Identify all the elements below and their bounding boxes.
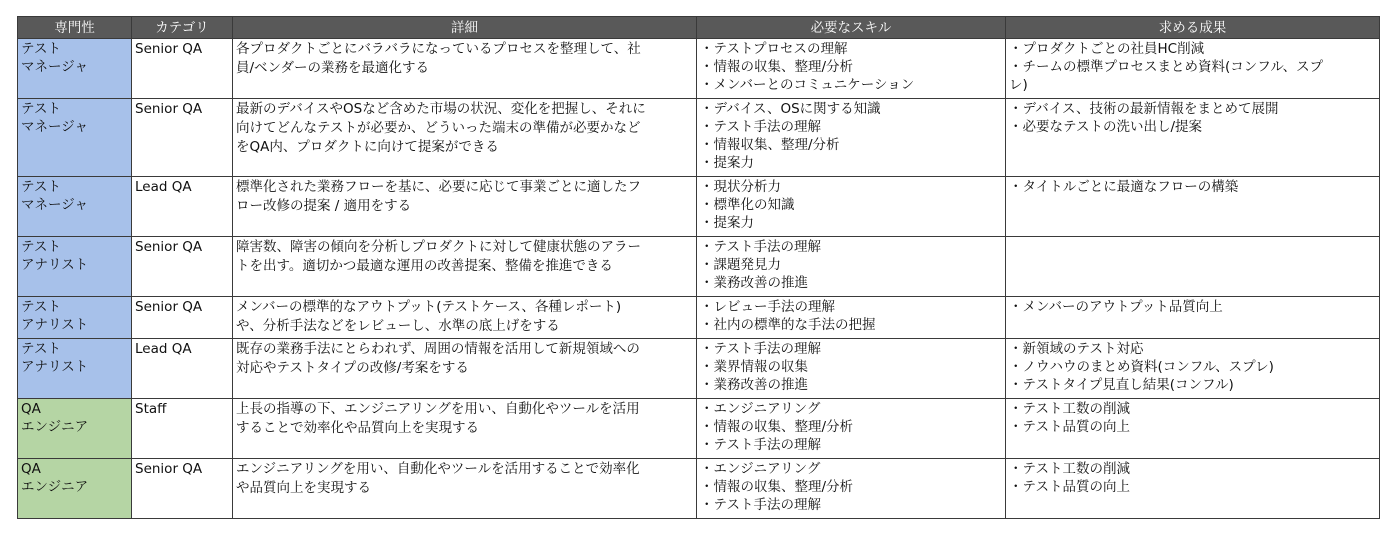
detail-cell-line: 上長の指導の下、エンジニアリングを用い、自動化やツールを活用	[236, 401, 640, 417]
skills-cell	[697, 99, 1006, 177]
header-category: カテゴリ	[132, 17, 233, 39]
specialty-cell-line: マネージャ	[21, 59, 88, 75]
detail-cell-line: トを出す。適切かつ最適な運用の改善提案、整備を推進できる	[236, 258, 613, 274]
detail-cell-line: 向けてどんなテストが必要か、どういった端末の準備が必要かなど	[236, 120, 641, 136]
specialty-cell-line: アナリスト	[21, 317, 89, 333]
detail-cell-line: 員/ベンダーの業務を最適化する	[236, 60, 430, 76]
skills-cell-line: ・標準化の知識	[700, 197, 795, 213]
role-skills-table	[17, 16, 1380, 519]
header-specialty: 専門性	[18, 17, 132, 39]
detail-cell-line: 各プロダクトごとにバラバラになっているプロセスを整理して、社	[236, 41, 641, 57]
skills-cell	[697, 459, 1006, 519]
header-expected-outcomes: 求める成果	[1006, 17, 1380, 39]
outcomes-cell	[1006, 297, 1380, 339]
skills-cell	[697, 237, 1006, 297]
specialty-cell-line: テスト	[21, 299, 61, 315]
skills-cell-line: ・エンジニアリング	[700, 401, 821, 417]
detail-cell	[233, 237, 697, 297]
specialty-cell-line: QA	[21, 461, 41, 477]
table-row	[18, 459, 1380, 519]
category-cell: Senior QA	[132, 237, 233, 297]
specialty-cell-line: アナリスト	[21, 359, 89, 375]
skills-cell-line: ・提案力	[700, 155, 754, 171]
specialty-cell-line: マネージャ	[21, 119, 88, 135]
skills-cell-line: ・テストプロセスの理解	[700, 41, 848, 57]
detail-cell	[233, 39, 697, 99]
table-row	[18, 99, 1380, 177]
skills-cell-line: ・現状分析力	[700, 179, 781, 195]
specialty-cell-line: エンジニア	[21, 419, 89, 435]
specialty-cell-line: テスト	[21, 101, 61, 117]
detail-cell	[233, 99, 697, 177]
specialty-cell-line: テスト	[21, 341, 61, 357]
category-cell: Senior QA	[132, 39, 233, 99]
table-row	[18, 399, 1380, 459]
specialty-cell-line: テスト	[21, 179, 61, 195]
outcomes-cell-line: ・新領域のテスト対応	[1009, 341, 1144, 357]
table-row	[18, 39, 1380, 99]
detail-cell-line: 標準化された業務フローを基に、必要に応じて事業ごとに適したフ	[236, 179, 641, 195]
detail-cell-line: することで効率化や品質向上を実現する	[236, 420, 479, 436]
outcomes-cell	[1006, 459, 1380, 519]
outcomes-cell-line: ・メンバーのアウトプット品質向上	[1009, 299, 1223, 315]
specialty-cell	[18, 399, 132, 459]
detail-cell-line: エンジニアリングを用い、自動化やツールを活用することで効率化	[236, 461, 640, 477]
specialty-cell	[18, 297, 132, 339]
category-cell: Senior QA	[132, 297, 233, 339]
skills-cell	[697, 39, 1006, 99]
outcomes-cell-line: ・テスト品質の向上	[1009, 479, 1130, 495]
outcomes-cell-line: ・ノウハウのまとめ資料(コンフル、スプレ)	[1009, 359, 1274, 375]
specialty-cell	[18, 177, 132, 237]
skills-cell	[697, 399, 1006, 459]
skills-cell-line: ・情報の収集、整理/分析	[700, 479, 854, 495]
skills-cell-line: ・社内の標準的な手法の把握	[700, 317, 876, 333]
skills-cell-line: ・情報の収集、整理/分析	[700, 419, 854, 435]
skills-cell	[697, 339, 1006, 399]
specialty-cell	[18, 237, 132, 297]
detail-cell	[233, 399, 697, 459]
specialty-cell	[18, 99, 132, 177]
category-cell: Lead QA	[132, 339, 233, 399]
detail-cell	[233, 297, 697, 339]
table-row	[18, 177, 1380, 237]
outcomes-cell	[1006, 339, 1380, 399]
detail-cell-line: や、分析手法などをレビューし、水準の底上げをする	[236, 318, 560, 334]
outcomes-cell	[1006, 99, 1380, 177]
table-row	[18, 237, 1380, 297]
specialty-cell-line: テスト	[21, 41, 61, 57]
skills-cell-line: ・提案力	[700, 215, 754, 231]
specialty-cell-line: QA	[21, 401, 41, 417]
skills-cell-line: ・課題発見力	[700, 257, 781, 273]
specialty-cell-line: テスト	[21, 239, 61, 255]
outcomes-cell	[1006, 399, 1380, 459]
specialty-cell	[18, 459, 132, 519]
outcomes-cell	[1006, 177, 1380, 237]
outcomes-cell-line: ・プロダクトごとの社員HC削減	[1009, 41, 1205, 57]
category-cell: Senior QA	[132, 459, 233, 519]
detail-cell	[233, 339, 697, 399]
skills-cell-line: ・エンジニアリング	[700, 461, 821, 477]
skills-cell-line: ・デバイス、OSに関する知識	[700, 101, 881, 117]
skills-cell-line: ・情報の収集、整理/分析	[700, 59, 854, 75]
outcomes-cell-line: ・必要なテストの洗い出し/提案	[1009, 119, 1203, 135]
outcomes-cell-line: ・テスト品質の向上	[1009, 419, 1130, 435]
specialty-cell-line: エンジニア	[21, 479, 89, 495]
outcomes-cell-line: ・テスト工数の削減	[1009, 401, 1130, 417]
outcomes-cell-line: ・デバイス、技術の最新情報をまとめて展開	[1009, 101, 1279, 117]
detail-cell-line: や品質向上を実現する	[236, 480, 371, 496]
specialty-cell-line: アナリスト	[21, 257, 89, 273]
specialty-cell	[18, 339, 132, 399]
outcomes-cell-line: ・テストタイプ見直し結果(コンフル)	[1009, 377, 1234, 393]
skills-cell	[697, 177, 1006, 237]
outcomes-cell-line: レ)	[1009, 77, 1028, 93]
detail-cell-line: 障害数、障害の傾向を分析しプロダクトに対して健康状態のアラー	[236, 239, 641, 255]
detail-cell	[233, 459, 697, 519]
outcomes-cell-line: ・タイトルごとに最適なフローの構築	[1009, 179, 1239, 195]
detail-cell-line: 最新のデバイスやOSなど含めた市場の状況、変化を把握し、それに	[236, 101, 646, 117]
detail-cell-line: 対応やテストタイプの改修/考案をする	[236, 360, 469, 376]
outcomes-cell-line: ・テスト工数の削減	[1009, 461, 1130, 477]
skills-cell-line: ・テスト手法の理解	[700, 119, 821, 135]
category-cell: Senior QA	[132, 99, 233, 177]
skills-cell-line: ・業務改善の推進	[700, 377, 808, 393]
detail-cell-line: メンバーの標準的なアウトプット(テストケース、各種レポート)	[236, 299, 622, 315]
outcomes-cell	[1006, 237, 1380, 297]
specialty-cell	[18, 39, 132, 99]
category-cell: Staff	[132, 399, 233, 459]
skills-cell-line: ・メンバーとのコミュニケーション	[700, 77, 915, 93]
header-detail: 詳細	[233, 17, 697, 39]
detail-cell	[233, 177, 697, 237]
skills-cell-line: ・業界情報の収集	[700, 359, 808, 375]
specialty-cell-line: マネージャ	[21, 197, 88, 213]
skills-cell-line: ・テスト手法の理解	[700, 341, 821, 357]
header-row	[18, 17, 1380, 39]
skills-cell-line: ・情報収集、整理/分析	[700, 137, 840, 153]
skills-cell-line: ・業務改善の推進	[700, 275, 808, 291]
skills-cell-line: ・レビュー手法の理解	[700, 299, 835, 315]
detail-cell-line: ロー改修の提案 / 適用をする	[236, 198, 412, 214]
detail-cell-line: 既存の業務手法にとらわれず、周囲の情報を活用して新規領域への	[236, 341, 640, 357]
detail-cell-line: をQA内、プロダクトに向けて提案ができる	[236, 139, 499, 155]
skills-cell-line: ・テスト手法の理解	[700, 497, 821, 513]
header-required-skills: 必要なスキル	[697, 17, 1006, 39]
table-row	[18, 297, 1380, 339]
skills-cell-line: ・テスト手法の理解	[700, 437, 821, 453]
category-cell: Lead QA	[132, 177, 233, 237]
table-row	[18, 339, 1380, 399]
skills-cell-line: ・テスト手法の理解	[700, 239, 821, 255]
outcomes-cell	[1006, 39, 1380, 99]
table-body	[18, 39, 1380, 519]
outcomes-cell-line: ・チームの標準プロセスまとめ資料(コンフル、スプ	[1009, 59, 1324, 75]
skills-cell	[697, 297, 1006, 339]
